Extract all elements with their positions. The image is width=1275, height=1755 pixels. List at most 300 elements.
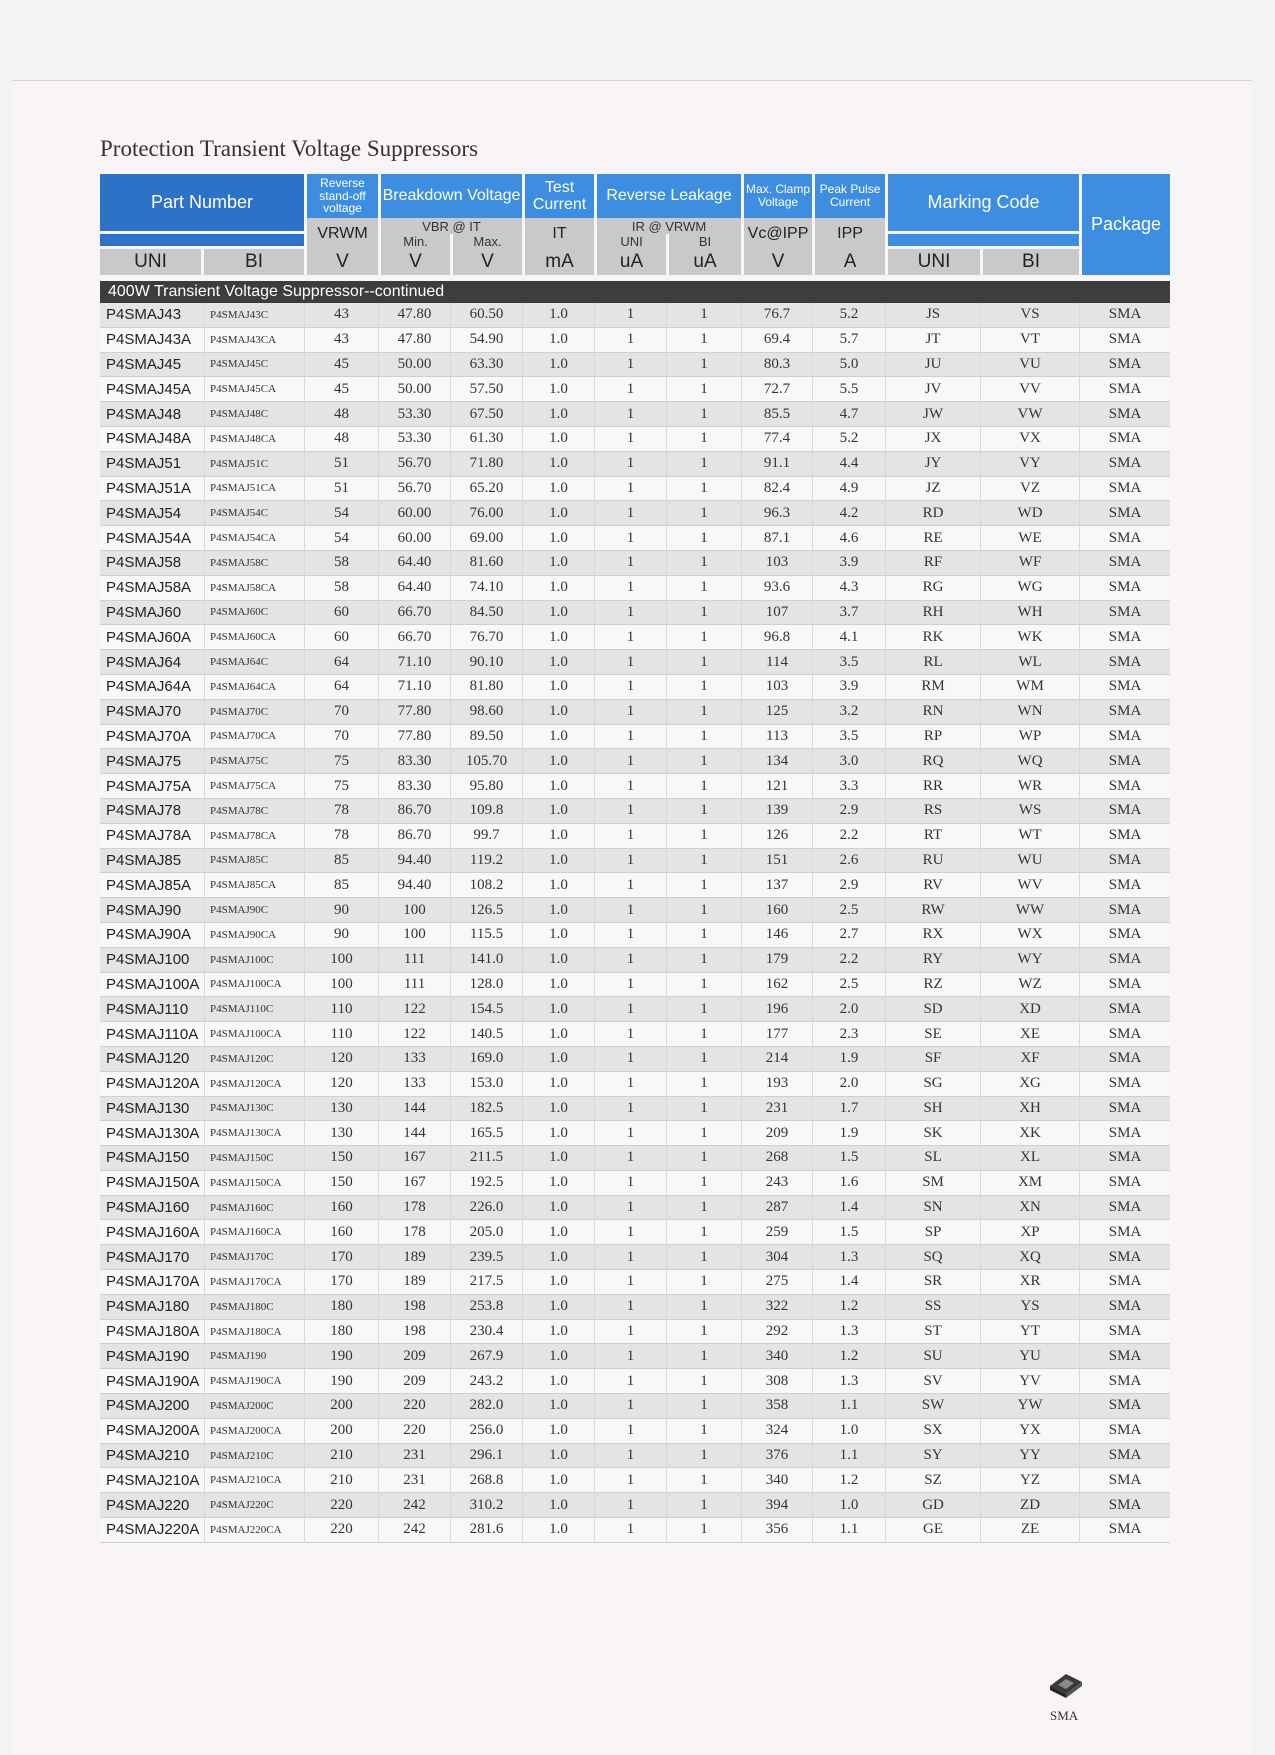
cell-part-bi: P4SMAJ48C — [204, 402, 304, 427]
cell-ir-bi: 1 — [666, 700, 741, 725]
cell-it: 1.0 — [522, 898, 594, 923]
cell-package: SMA — [1079, 1518, 1170, 1543]
cell-vc: 113 — [741, 725, 812, 750]
cell-it: 1.0 — [522, 353, 594, 378]
cell-ir-bi: 1 — [666, 1047, 741, 1072]
cell-ir-uni: 1 — [594, 1394, 666, 1419]
cell-vbr-min: 47.80 — [378, 303, 450, 328]
cell-mark-uni: SS — [885, 1295, 980, 1320]
cell-it: 1.0 — [522, 725, 594, 750]
cell-part-bi: P4SMAJ75C — [204, 749, 304, 774]
cell-mark-uni: RY — [885, 948, 980, 973]
cell-mark-bi: WT — [980, 824, 1079, 849]
cell-mark-uni: RR — [885, 774, 980, 799]
cell-part-bi: P4SMAJ85CA — [204, 873, 304, 898]
cell-ipp: 1.0 — [812, 1493, 885, 1518]
cell-part-bi: P4SMAJ43C — [204, 303, 304, 328]
cell-vbr-min: 64.40 — [378, 551, 450, 576]
cell-vc: 76.7 — [741, 303, 812, 328]
cell-vc: 96.3 — [741, 501, 812, 526]
cell-part-uni: P4SMAJ90 — [100, 898, 204, 923]
package-header: Package — [1079, 174, 1170, 275]
cell-vbr-min: 86.70 — [378, 824, 450, 849]
cell-it: 1.0 — [522, 973, 594, 998]
cell-package: SMA — [1079, 799, 1170, 824]
table-row — [100, 675, 1170, 700]
cell-vbr-min: 100 — [378, 923, 450, 948]
cell-mark-uni: SL — [885, 1146, 980, 1171]
unit-ir-uni: uA — [594, 249, 666, 275]
cell-ir-bi: 1 — [666, 1121, 741, 1146]
cell-ir-uni: 1 — [594, 551, 666, 576]
cell-vrwm: 54 — [304, 501, 378, 526]
cell-vrwm: 170 — [304, 1270, 378, 1295]
cell-vrwm: 90 — [304, 923, 378, 948]
cell-vc: 193 — [741, 1072, 812, 1097]
cell-it: 1.0 — [522, 873, 594, 898]
cell-ir-bi: 1 — [666, 1220, 741, 1245]
cell-ipp: 1.2 — [812, 1295, 885, 1320]
cell-package: SMA — [1079, 1047, 1170, 1072]
cell-ipp: 3.5 — [812, 725, 885, 750]
cell-ipp: 1.1 — [812, 1444, 885, 1469]
cell-it: 1.0 — [522, 427, 594, 452]
cell-ir-uni: 1 — [594, 501, 666, 526]
cell-part-uni: P4SMAJ120A — [100, 1072, 204, 1097]
cell-it: 1.0 — [522, 948, 594, 973]
cell-vrwm: 45 — [304, 377, 378, 402]
table-row — [100, 501, 1170, 526]
cell-ipp: 5.5 — [812, 377, 885, 402]
vc-at-ipp-symbol: Vc@IPP — [741, 218, 812, 249]
cell-part-uni: P4SMAJ90A — [100, 923, 204, 948]
cell-part-bi: P4SMAJ45CA — [204, 377, 304, 402]
cell-vrwm: 180 — [304, 1320, 378, 1345]
cell-ir-bi: 1 — [666, 1097, 741, 1122]
cell-ir-bi: 1 — [666, 1369, 741, 1394]
cell-mark-bi: VW — [980, 402, 1079, 427]
cell-part-bi: P4SMAJ90C — [204, 898, 304, 923]
cell-vbr-min: 111 — [378, 948, 450, 973]
cell-it: 1.0 — [522, 1047, 594, 1072]
cell-ir-bi: 1 — [666, 749, 741, 774]
cell-mark-bi: YU — [980, 1344, 1079, 1369]
cell-mark-uni: RM — [885, 675, 980, 700]
cell-vrwm: 70 — [304, 725, 378, 750]
cell-part-bi: P4SMAJ150CA — [204, 1171, 304, 1196]
table-row — [100, 427, 1170, 452]
cell-ir-uni: 1 — [594, 700, 666, 725]
cell-ir-uni: 1 — [594, 675, 666, 700]
cell-mark-uni: SX — [885, 1419, 980, 1444]
cell-ir-bi: 1 — [666, 948, 741, 973]
cell-package: SMA — [1079, 353, 1170, 378]
cell-part-uni: P4SMAJ220A — [100, 1518, 204, 1543]
cell-ir-bi: 1 — [666, 526, 741, 551]
cell-it: 1.0 — [522, 1121, 594, 1146]
unit-ir-bi: uA — [666, 249, 741, 275]
cell-vrwm: 220 — [304, 1493, 378, 1518]
table-row — [100, 898, 1170, 923]
cell-ir-uni: 1 — [594, 477, 666, 502]
cell-ir-bi: 1 — [666, 1444, 741, 1469]
cell-part-bi: P4SMAJ130CA — [204, 1121, 304, 1146]
cell-it: 1.0 — [522, 402, 594, 427]
cell-vc: 394 — [741, 1493, 812, 1518]
cell-package: SMA — [1079, 1245, 1170, 1270]
cell-mark-uni: SV — [885, 1369, 980, 1394]
cell-vbr-max: 54.90 — [450, 328, 522, 353]
cell-mark-bi: YT — [980, 1320, 1079, 1345]
cell-ipp: 1.9 — [812, 1121, 885, 1146]
table-row — [100, 700, 1170, 725]
cell-vbr-min: 83.30 — [378, 749, 450, 774]
cell-vbr-min: 66.70 — [378, 625, 450, 650]
cell-mark-uni: RG — [885, 576, 980, 601]
cell-vbr-min: 209 — [378, 1369, 450, 1394]
cell-vrwm: 130 — [304, 1097, 378, 1122]
cell-mark-uni: SM — [885, 1171, 980, 1196]
cell-vbr-max: 243.2 — [450, 1369, 522, 1394]
page-title: Protection Transient Voltage Suppressors — [100, 136, 479, 161]
cell-part-uni: P4SMAJ130A — [100, 1121, 204, 1146]
cell-it: 1.0 — [522, 1245, 594, 1270]
cell-mark-bi: XE — [980, 1022, 1079, 1047]
cell-ir-bi: 1 — [666, 427, 741, 452]
cell-vrwm: 190 — [304, 1344, 378, 1369]
table-body — [100, 303, 1170, 1543]
cell-ipp: 2.2 — [812, 824, 885, 849]
cell-vrwm: 85 — [304, 873, 378, 898]
cell-ir-bi: 1 — [666, 501, 741, 526]
cell-ir-bi: 1 — [666, 576, 741, 601]
cell-mark-bi: WK — [980, 625, 1079, 650]
cell-mark-bi: XP — [980, 1220, 1079, 1245]
table-header — [100, 174, 1170, 303]
cell-package: SMA — [1079, 849, 1170, 874]
cell-ir-uni: 1 — [594, 1097, 666, 1122]
cell-part-uni: P4SMAJ51A — [100, 477, 204, 502]
cell-ipp: 3.9 — [812, 551, 885, 576]
cell-part-bi: P4SMAJ170C — [204, 1245, 304, 1270]
cell-part-bi: P4SMAJ130C — [204, 1097, 304, 1122]
cell-ir-bi: 1 — [666, 1493, 741, 1518]
cell-mark-bi: WG — [980, 576, 1079, 601]
cell-ir-bi: 1 — [666, 923, 741, 948]
cell-part-bi: P4SMAJ43CA — [204, 328, 304, 353]
cell-part-uni: P4SMAJ78A — [100, 824, 204, 849]
cell-package: SMA — [1079, 749, 1170, 774]
cell-ir-bi: 1 — [666, 1419, 741, 1444]
unit-mark-uni: UNI — [885, 249, 980, 275]
cell-mark-bi: WU — [980, 849, 1079, 874]
table-row — [100, 774, 1170, 799]
cell-vc: 292 — [741, 1320, 812, 1345]
cell-vbr-min: 94.40 — [378, 849, 450, 874]
cell-vrwm: 75 — [304, 774, 378, 799]
cell-ir-uni: 1 — [594, 1270, 666, 1295]
cell-mark-uni: SY — [885, 1444, 980, 1469]
cell-ir-bi: 1 — [666, 1344, 741, 1369]
cell-part-uni: P4SMAJ130 — [100, 1097, 204, 1122]
cell-ir-uni: 1 — [594, 973, 666, 998]
cell-ir-bi: 1 — [666, 1394, 741, 1419]
cell-ir-uni: 1 — [594, 427, 666, 452]
cell-mark-uni: JZ — [885, 477, 980, 502]
cell-ir-uni: 1 — [594, 1468, 666, 1493]
cell-mark-bi: ZD — [980, 1493, 1079, 1518]
cell-ipp: 1.5 — [812, 1146, 885, 1171]
cell-vbr-max: 140.5 — [450, 1022, 522, 1047]
cell-vbr-max: 281.6 — [450, 1518, 522, 1543]
cell-package: SMA — [1079, 700, 1170, 725]
table-row — [100, 1097, 1170, 1122]
cell-vbr-max: 115.5 — [450, 923, 522, 948]
cell-part-uni: P4SMAJ210 — [100, 1444, 204, 1469]
cell-part-bi: P4SMAJ190CA — [204, 1369, 304, 1394]
cell-ipp: 5.2 — [812, 303, 885, 328]
cell-vrwm: 58 — [304, 551, 378, 576]
cell-ir-uni: 1 — [594, 1121, 666, 1146]
cell-mark-bi: XK — [980, 1121, 1079, 1146]
cell-part-uni: P4SMAJ220 — [100, 1493, 204, 1518]
cell-mark-uni: JX — [885, 427, 980, 452]
cell-mark-uni: RW — [885, 898, 980, 923]
cell-mark-bi: WS — [980, 799, 1079, 824]
cell-vbr-max: 76.70 — [450, 625, 522, 650]
cell-part-uni: P4SMAJ60A — [100, 625, 204, 650]
table-row — [100, 725, 1170, 750]
cell-mark-bi: WW — [980, 898, 1079, 923]
reverse-leakage-header: Reverse Leakage — [594, 174, 741, 218]
cell-package: SMA — [1079, 725, 1170, 750]
cell-part-bi: P4SMAJ100C — [204, 948, 304, 973]
cell-vbr-max: 81.60 — [450, 551, 522, 576]
cell-vc: 275 — [741, 1270, 812, 1295]
table-row — [100, 1245, 1170, 1270]
cell-ipp: 1.2 — [812, 1344, 885, 1369]
cell-package: SMA — [1079, 1320, 1170, 1345]
cell-part-bi: P4SMAJ110C — [204, 997, 304, 1022]
cell-mark-bi: WZ — [980, 973, 1079, 998]
cell-part-uni: P4SMAJ100 — [100, 948, 204, 973]
cell-mark-bi: WN — [980, 700, 1079, 725]
cell-it: 1.0 — [522, 1196, 594, 1221]
cell-vbr-max: 192.5 — [450, 1171, 522, 1196]
cell-mark-bi: WH — [980, 601, 1079, 626]
cell-ipp: 4.9 — [812, 477, 885, 502]
cell-vrwm: 90 — [304, 898, 378, 923]
cell-ipp: 3.0 — [812, 749, 885, 774]
cell-package: SMA — [1079, 973, 1170, 998]
cell-ir-bi: 1 — [666, 973, 741, 998]
tvs-spec-table — [100, 174, 1170, 1543]
table-row — [100, 799, 1170, 824]
cell-ipp: 5.0 — [812, 353, 885, 378]
cell-vbr-max: 267.9 — [450, 1344, 522, 1369]
table-row — [100, 477, 1170, 502]
cell-vbr-min: 220 — [378, 1419, 450, 1444]
cell-mark-bi: VV — [980, 377, 1079, 402]
cell-ipp: 4.1 — [812, 625, 885, 650]
cell-vc: 87.1 — [741, 526, 812, 551]
cell-vrwm: 78 — [304, 799, 378, 824]
cell-mark-bi: WE — [980, 526, 1079, 551]
cell-vrwm: 43 — [304, 303, 378, 328]
table-row — [100, 873, 1170, 898]
cell-ir-bi: 1 — [666, 1022, 741, 1047]
cell-vbr-max: 69.00 — [450, 526, 522, 551]
cell-ir-uni: 1 — [594, 452, 666, 477]
table-row — [100, 650, 1170, 675]
cell-vrwm: 45 — [304, 353, 378, 378]
cell-it: 1.0 — [522, 1493, 594, 1518]
cell-mark-uni: RU — [885, 849, 980, 874]
cell-it: 1.0 — [522, 774, 594, 799]
cell-vrwm: 160 — [304, 1196, 378, 1221]
cell-part-bi: P4SMAJ170CA — [204, 1270, 304, 1295]
cell-vbr-min: 66.70 — [378, 601, 450, 626]
cell-it: 1.0 — [522, 1468, 594, 1493]
cell-vbr-min: 133 — [378, 1072, 450, 1097]
cell-part-bi: P4SMAJ220CA — [204, 1518, 304, 1543]
cell-ir-bi: 1 — [666, 328, 741, 353]
table-row — [100, 601, 1170, 626]
cell-vbr-max: 128.0 — [450, 973, 522, 998]
cell-ir-uni: 1 — [594, 526, 666, 551]
cell-ipp: 3.2 — [812, 700, 885, 725]
table-row — [100, 997, 1170, 1022]
cell-ir-uni: 1 — [594, 576, 666, 601]
cell-ipp: 2.2 — [812, 948, 885, 973]
cell-ir-bi: 1 — [666, 799, 741, 824]
cell-ir-uni: 1 — [594, 1419, 666, 1444]
cell-ipp: 1.3 — [812, 1245, 885, 1270]
cell-mark-uni: RZ — [885, 973, 980, 998]
cell-package: SMA — [1079, 1022, 1170, 1047]
cell-vrwm: 58 — [304, 576, 378, 601]
cell-it: 1.0 — [522, 1518, 594, 1543]
cell-vc: 340 — [741, 1344, 812, 1369]
cell-ir-bi: 1 — [666, 1518, 741, 1543]
cell-it: 1.0 — [522, 1270, 594, 1295]
cell-vbr-min: 178 — [378, 1196, 450, 1221]
table-row — [100, 1444, 1170, 1469]
table-row — [100, 824, 1170, 849]
cell-package: SMA — [1079, 1344, 1170, 1369]
cell-mark-bi: XH — [980, 1097, 1079, 1122]
cell-mark-uni: RE — [885, 526, 980, 551]
cell-part-bi: P4SMAJ85C — [204, 849, 304, 874]
cell-mark-bi: VU — [980, 353, 1079, 378]
cell-vbr-max: 230.4 — [450, 1320, 522, 1345]
table-row — [100, 1047, 1170, 1072]
cell-vbr-min: 47.80 — [378, 328, 450, 353]
cell-vc: 125 — [741, 700, 812, 725]
cell-ipp: 4.3 — [812, 576, 885, 601]
cell-part-bi: P4SMAJ58CA — [204, 576, 304, 601]
cell-part-bi: P4SMAJ180CA — [204, 1320, 304, 1345]
cell-mark-bi: XR — [980, 1270, 1079, 1295]
cell-ipp: 1.4 — [812, 1270, 885, 1295]
cell-vrwm: 170 — [304, 1245, 378, 1270]
cell-part-uni: P4SMAJ64 — [100, 650, 204, 675]
cell-part-bi: P4SMAJ54C — [204, 501, 304, 526]
cell-ir-uni: 1 — [594, 1518, 666, 1543]
cell-package: SMA — [1079, 1146, 1170, 1171]
cell-part-uni: P4SMAJ190 — [100, 1344, 204, 1369]
cell-vbr-min: 231 — [378, 1444, 450, 1469]
cell-package: SMA — [1079, 873, 1170, 898]
cell-vc: 177 — [741, 1022, 812, 1047]
table-row — [100, 625, 1170, 650]
cell-vc: 114 — [741, 650, 812, 675]
cell-vbr-max: 153.0 — [450, 1072, 522, 1097]
cell-vc: 82.4 — [741, 477, 812, 502]
table-row — [100, 1196, 1170, 1221]
cell-vc: 77.4 — [741, 427, 812, 452]
cell-package: SMA — [1079, 303, 1170, 328]
cell-vbr-max: 165.5 — [450, 1121, 522, 1146]
cell-vbr-max: 109.8 — [450, 799, 522, 824]
cell-vc: 160 — [741, 898, 812, 923]
cell-vc: 214 — [741, 1047, 812, 1072]
cell-part-bi: P4SMAJ210CA — [204, 1468, 304, 1493]
cell-vbr-max: 95.80 — [450, 774, 522, 799]
cell-it: 1.0 — [522, 377, 594, 402]
cell-it: 1.0 — [522, 601, 594, 626]
cell-vbr-max: 119.2 — [450, 849, 522, 874]
cell-vrwm: 60 — [304, 601, 378, 626]
cell-ir-uni: 1 — [594, 898, 666, 923]
cell-ir-bi: 1 — [666, 477, 741, 502]
cell-vrwm: 150 — [304, 1171, 378, 1196]
cell-package: SMA — [1079, 551, 1170, 576]
cell-vbr-min: 167 — [378, 1171, 450, 1196]
cell-part-uni: P4SMAJ58 — [100, 551, 204, 576]
cell-mark-bi: WQ — [980, 749, 1079, 774]
cell-part-bi: P4SMAJ160C — [204, 1196, 304, 1221]
cell-vrwm: 120 — [304, 1047, 378, 1072]
cell-ir-uni: 1 — [594, 799, 666, 824]
cell-vbr-min: 189 — [378, 1270, 450, 1295]
cell-ir-uni: 1 — [594, 774, 666, 799]
cell-ir-bi: 1 — [666, 1270, 741, 1295]
table-row — [100, 526, 1170, 551]
cell-vc: 139 — [741, 799, 812, 824]
cell-mark-uni: RD — [885, 501, 980, 526]
cell-part-uni: P4SMAJ200 — [100, 1394, 204, 1419]
cell-vrwm: 60 — [304, 625, 378, 650]
cell-vbr-max: 63.30 — [450, 353, 522, 378]
cell-part-uni: P4SMAJ160 — [100, 1196, 204, 1221]
cell-ir-bi: 1 — [666, 1146, 741, 1171]
cell-vbr-max: 105.70 — [450, 749, 522, 774]
cell-ir-bi: 1 — [666, 1295, 741, 1320]
cell-vc: 146 — [741, 923, 812, 948]
table-row — [100, 923, 1170, 948]
cell-it: 1.0 — [522, 303, 594, 328]
cell-part-uni: P4SMAJ170 — [100, 1245, 204, 1270]
cell-ir-bi: 1 — [666, 675, 741, 700]
cell-vrwm: 64 — [304, 675, 378, 700]
cell-it: 1.0 — [522, 1097, 594, 1122]
cell-part-bi: P4SMAJ70C — [204, 700, 304, 725]
cell-part-uni: P4SMAJ48A — [100, 427, 204, 452]
cell-ir-uni: 1 — [594, 1493, 666, 1518]
cell-package: SMA — [1079, 1097, 1170, 1122]
cell-mark-bi: WF — [980, 551, 1079, 576]
